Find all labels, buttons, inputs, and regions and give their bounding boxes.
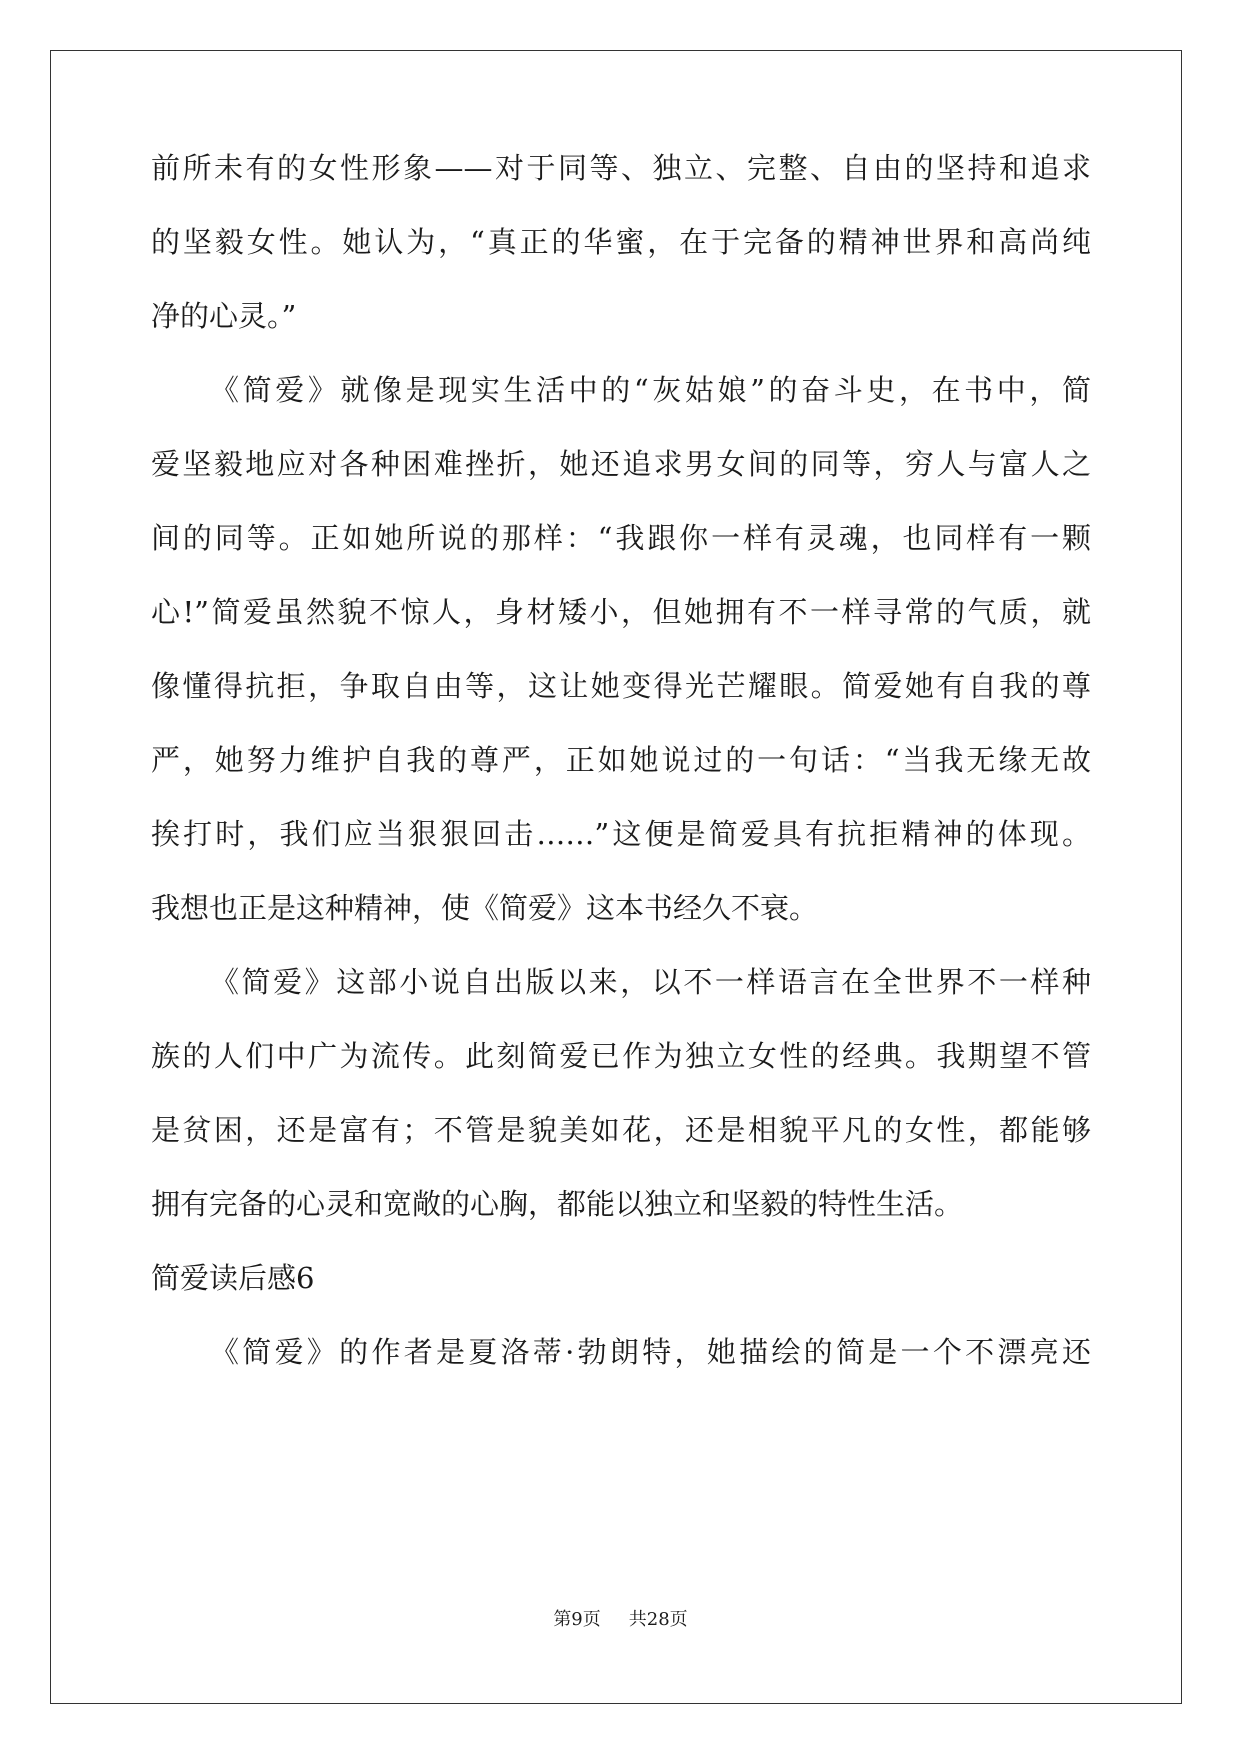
text-line: 间的同等。正如她所说的那样：“我跟你一样有灵魂，也同样有一颗 xyxy=(151,521,1091,555)
text-line: 拥有完备的心灵和宽敞的心胸，都能以独立和坚毅的特性生活。 xyxy=(151,1187,964,1221)
text-line: 《简爱》这部小说自出版以来，以不一样语言在全世界不一样种 xyxy=(210,965,1091,999)
section-heading: 简爱读后感6 xyxy=(151,1261,315,1295)
text-line: 《简爱》的作者是夏洛蒂·勃朗特，她描绘的简是一个不漂亮还 xyxy=(210,1335,1091,1369)
text-line: 像懂得抗拒，争取自由等，这让她变得光芒耀眼。简爱她有自我的尊 xyxy=(151,669,1091,703)
page-footer xyxy=(0,1608,1241,1632)
text-line: 的坚毅女性。她认为，“真正的华蜜，在于完备的精神世界和高尚纯 xyxy=(151,225,1091,259)
text-line: 是贫困，还是富有；不管是貌美如花，还是相貌平凡的女性，都能够 xyxy=(151,1113,1091,1147)
text-line: 严，她努力维护自我的尊严，正如她说过的一句话：“当我无缘无故 xyxy=(151,743,1091,777)
text-line: 挨打时，我们应当狠狠回击……”这便是简爱具有抗拒精神的体现。 xyxy=(151,817,1091,851)
text-line: 心!”简爱虽然貌不惊人，身材矮小，但她拥有不一样寻常的气质，就 xyxy=(151,595,1091,629)
text-line: 净的心灵。” xyxy=(151,299,297,333)
page-total: 共28页 xyxy=(628,1609,688,1630)
text-line: 《简爱》就像是现实生活中的“灰姑娘”的奋斗史，在书中，简 xyxy=(210,373,1091,407)
text-line: 爱坚毅地应对各种困难挫折，她还追求男女间的同等，穷人与富人之 xyxy=(151,447,1091,481)
page-number: 第9页 xyxy=(553,1609,601,1630)
text-line: 我想也正是这种精神，使《简爱》这本书经久不衰。 xyxy=(151,891,819,925)
text-line: 前所未有的女性形象——对于同等、独立、完整、自由的坚持和追求 xyxy=(151,151,1091,185)
text-line: 族的人们中广为流传。此刻简爱已作为独立女性的经典。我期望不管 xyxy=(151,1039,1091,1073)
